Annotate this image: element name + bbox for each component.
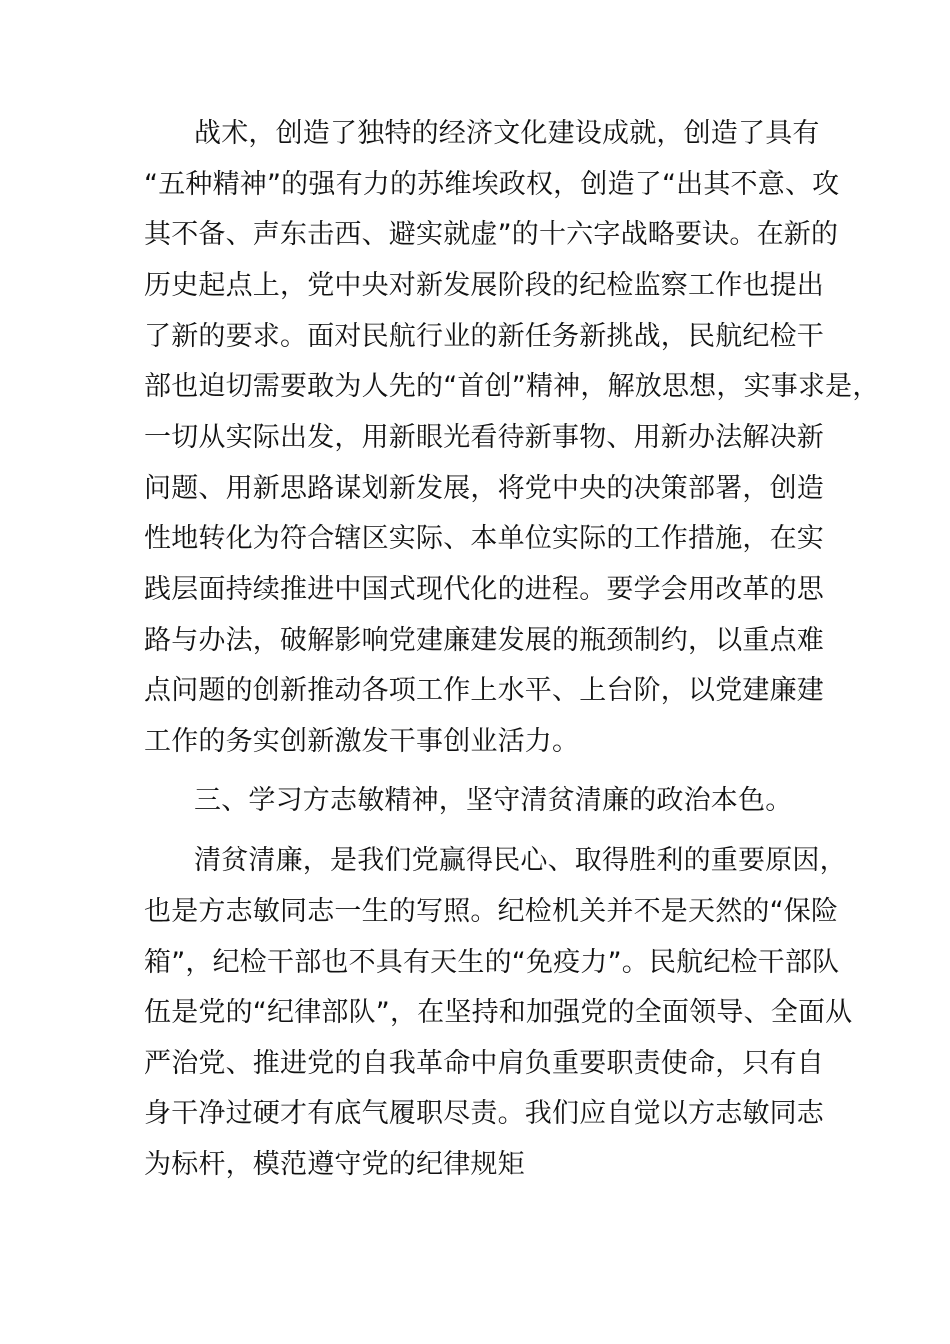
paragraph-line: 身干净过硬才有底气履职尽责。我们应自觉以方志敏同志 [144,1098,824,1129]
paragraph-line: 历史起点上，党中央对新发展阶段的纪检监察工作也提出 [144,270,824,301]
paragraph-line: 了新的要求。面对民航行业的新任务新挑战，民航纪检干 [144,321,824,352]
paragraph-line: 性地转化为符合辖区实际、本单位实际的工作措施，在实 [144,523,824,554]
paragraph-line: 战术，创造了独特的经济文化建设成就，创造了具有 [194,118,820,149]
paragraph-line: 点问题的创新推动各项工作上水平、上台阶，以党建廉建 [144,675,824,706]
paragraph-line: 也是方志敏同志一生的写照。纪检机关并不是天然的“保险 [144,896,839,927]
paragraph-line: 其不备、声东击西、避实就虚”的十六字战略要诀。在新的 [144,219,839,250]
paragraph-line: 部也迫切需要敢为人先的“首创”精神，解放思想，实事求是， [144,371,880,402]
paragraph-line: 伍是党的“纪律部队”，在坚持和加强党的全面领导、全面从 [144,997,853,1028]
paragraph-line: 箱”，纪检干部也不具有天生的“免疫力”。民航纪检干部队 [144,947,840,978]
paragraph-line: 为标杆，模范遵守党的纪律规矩 [144,1149,525,1180]
paragraph-line: 路与办法，破解影响党建廉建发展的瓶颈制约，以重点难 [144,625,824,656]
paragraph-line: “五种精神”的强有力的苏维埃政权，创造了“出其不意、攻 [144,169,840,200]
paragraph-line: 问题、用新思路谋划新发展，将党中央的决策部署，创造 [144,473,824,504]
paragraph-line: 工作的务实创新激发干事创业活力。 [144,726,580,757]
section-heading: 三、学习方志敏精神，坚守清贫清廉的政治本色。 [194,785,793,816]
paragraph-line: 清贫清廉，是我们党赢得民心、取得胜利的重要原因， [194,845,847,876]
paragraph-line: 严治党、推进党的自我革命中肩负重要职责使命，只有自 [144,1048,824,1079]
paragraph-line: 一切从实际出发，用新眼光看待新事物、用新办法解决新 [144,422,824,453]
paragraph-line: 践层面持续推进中国式现代化的进程。要学会用改革的思 [144,574,824,605]
